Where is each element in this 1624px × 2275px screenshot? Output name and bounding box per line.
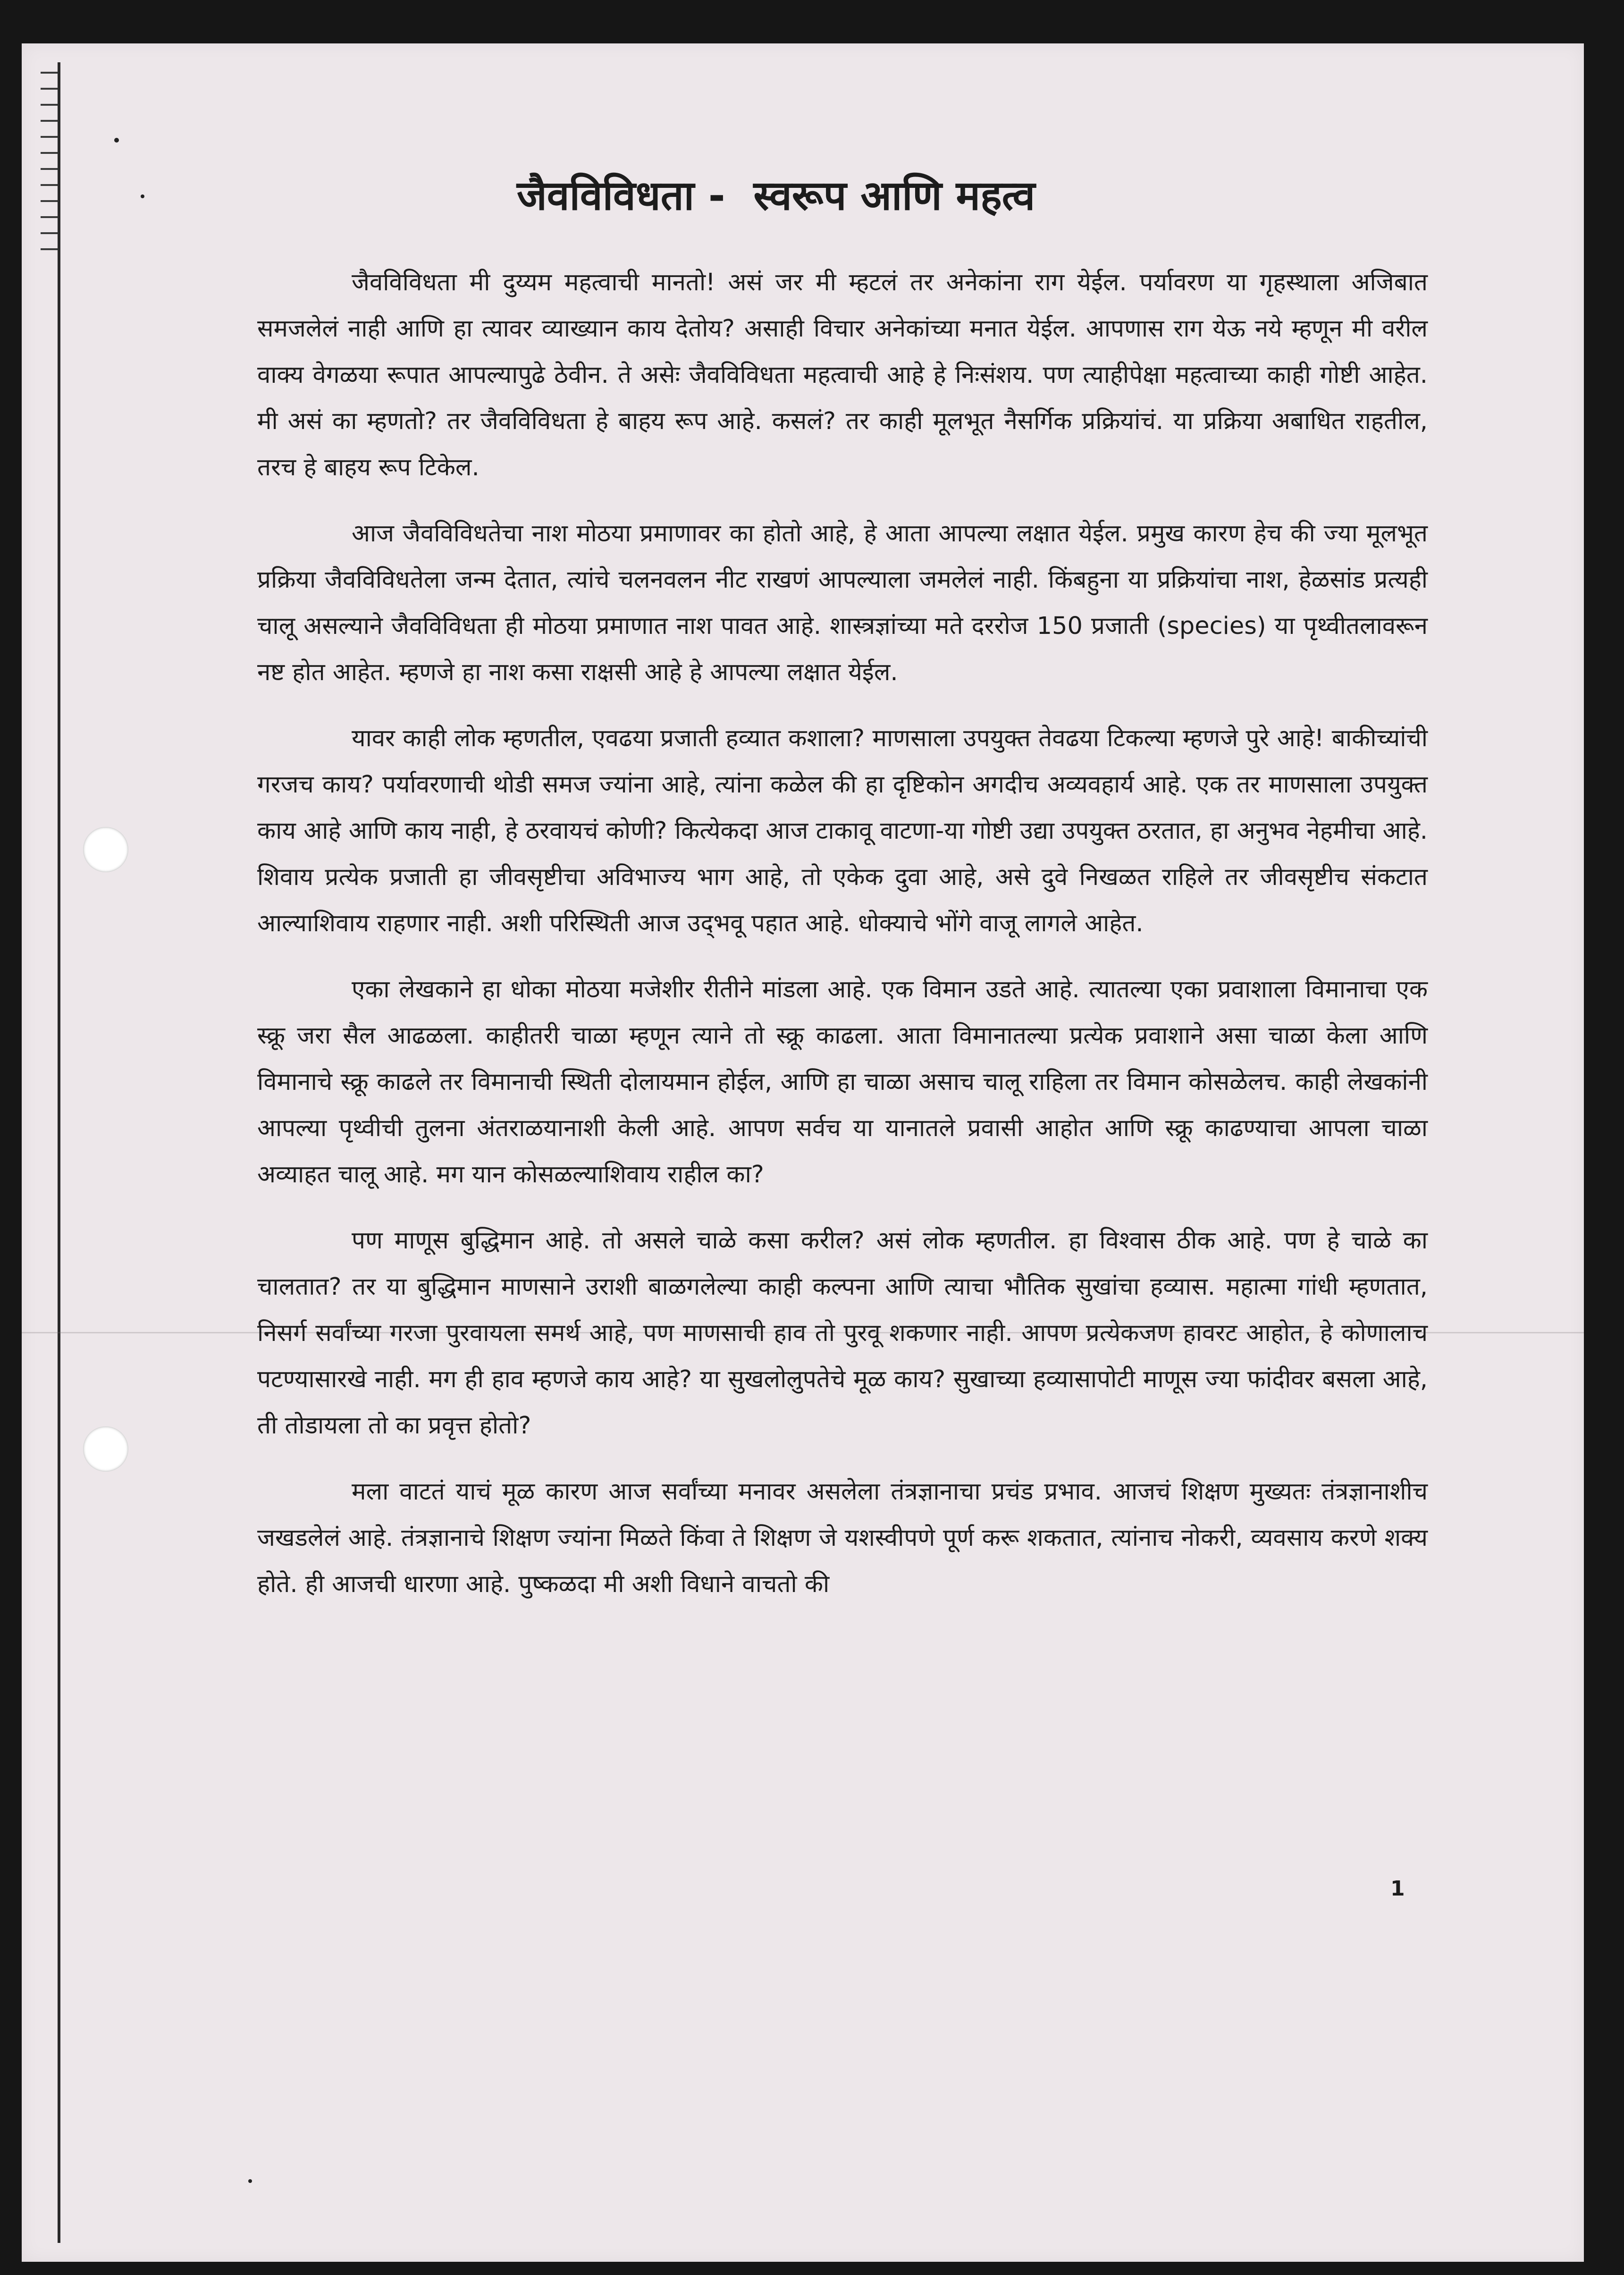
ink-speck	[141, 194, 144, 198]
page-number: 1	[1390, 1877, 1405, 1901]
ink-speck	[114, 138, 119, 143]
paragraph-2: आज जैवविविधतेचा नाश मोठया प्रमाणावर का होतो आहे, हे आता आपल्या लक्षात येईल. प्रमुख कारण हेच की ज्या मूलभूत प्रक्रिया जैवविविधतेला जन्म देतात, त्यांचे चलनवलन नीट राखणं आपल्याला जमलेलं नाही. किंबहुना या प्रक्रियांचा नाश, हेळसांड प्रत्यही चालू असल्याने जैवविविधता ही मोठया प्रमाणात नाश पावत आहे. शास्त्रज्ञांच्या मते दररोज 150 प्रजाती (species) या पृथ्वीतलावरून नष्ट होत आहेत. म्हणजे हा नाश कसा राक्षसी आहे हे आपल्या लक्षात येईल.	[257, 520, 1428, 686]
paragraph-4: एका लेखकाने हा धोका मोठया मजेशीर रीतीने मांडला आहे. एक विमान उडते आहे. त्यातल्या एका प्रवाशाला विमानाचा एक स्क्रू जरा सैल आढळला. काहीतरी चाळा म्हणून त्याने तो स्क्रू काढला. आता विमानातल्या प्रत्येक प्रवाशाने असा चाळा केला आणि विमानाचे स्क्रू काढले तर विमानाची स्थिती दोलायमान होईल, आणि हा चाळा असाच चालू राहिला तर विमान कोसळेलच. काही लेखकांनी आपल्या पृथ्वीची तुलना अंतराळयानाशी केली आहे. आपण सर्वच या यानातले प्रवासी आहोत आणि स्क्रू काढण्याचा आपला चाळा अव्याहत चालू आहे. मग यान कोसळल्याशिवाय राहील का?	[257, 976, 1428, 1188]
paragraph-5: पण माणूस बुद्धिमान आहे. तो असले चाळे कसा करील? असं लोक म्हणतील. हा विश्वास ठीक आहे. पण हे चाळे का चालतात? तर या बुद्धिमान माणसाने उराशी बाळगलेल्या काही कल्पना आणि त्याचा भौतिक सुखांचा हव्यास. महात्मा गांधी म्हणतात, निसर्ग सर्वांच्या गरजा पुरवायला समर्थ आहे, पण माणसाची हाव तो पुरवू शकणार नाही. आपण प्रत्येकजण हावरट आहोत, हे कोणालाच पटण्यासारखे नाही. मग ही हाव म्हणजे काय आहे? या सुखलोलुपतेचे मूळ काय? सुखाच्या हव्यासापोटी माणूस ज्या फांदीवर बसला आहे, ती तोडायला तो का प्रवृत्त होतो?	[257, 1227, 1428, 1440]
margin-rule	[58, 62, 60, 2243]
paragraph-6: मला वाटतं याचं मूळ कारण आज सर्वांच्या मनावर असलेला तंत्रज्ञानाचा प्रचंड प्रभाव. आजचं शिक्षण मुख्यतः तंत्रज्ञानाशीच जखडलेलं आहे. तंत्रज्ञानाचे शिक्षण ज्यांना मिळते किंवा ते शिक्षण जे यशस्वीपणे पूर्ण करू शकतात, त्यांनाच नोकरी, व्यवसाय करणे शक्य होते. ही आजची धारणा आहे. पुष्कळदा मी अशी विधाने वाचतो की	[257, 1478, 1428, 1598]
document-body	[257, 160, 1428, 1627]
punch-hole-bottom	[83, 1426, 128, 1472]
ink-speck	[248, 2179, 252, 2183]
paragraph-3: यावर काही लोक म्हणतील, एवढया प्रजाती हव्यात कशाला? माणसाला उपयुक्त तेवढया टिकल्या म्हणजे पुरे आहे! बाकीच्यांची गरजच काय? पर्यावरणाची थोडी समज ज्यांना आहे, त्यांना कळेल की हा दृष्टिकोन अगदीच अव्यवहार्य आहे. एक तर माणसाला उपयुक्त काय आहे आणि काय नाही, हे ठरवायचं कोणी? कित्येकदा आज टाकावू वाटणा-या गोष्टी उद्या उपयुक्त ठरतात, हा अनुभव नेहमीचा आहे. शिवाय प्रत्येक प्रजाती हा जीवसृष्टीचा अविभाज्य भाग आहे, तो एकेक दुवा आहे, असे दुवे निखळत राहिले तर जीवसृष्टीच संकटात आल्याशिवाय राहणार नाही. अशी परिस्थिती आज उद्‌भवू पहात आहे. धोक्याचे भोंगे वाजू लागले आहेत.	[257, 725, 1428, 937]
punch-hole-top	[83, 827, 128, 872]
paragraph-1: जैवविविधता मी दुय्यम महत्वाची मानतो! असं जर मी म्हटलं तर अनेकांना राग येईल. पर्यावरण या गृहस्थाला अजिबात समजलेलं नाही आणि हा त्यावर व्याख्यान काय देतोय? असाही विचार अनेकांच्या मनात येईल. आपणास राग येऊ नये म्हणून मी वरील वाक्य वेगळया रूपात आपल्यापुढे ठेवीन. ते असेः जैवविविधता महत्वाची आहे हे निःसंशय. पण त्याहीपेक्षा महत्वाच्या काही गोष्टी आहेत. मी असं का म्हणतो? तर जैवविविधता हे बाहय रूप आहे. कसलं? तर काही मूलभूत नैसर्गिक प्रक्रियांचं. या प्रक्रिया अबाधित राहतील, तरच हे बाहय रूप टिकेल.	[257, 269, 1428, 481]
document-title: जैवविविधता - स्वरूप आणि महत्व	[517, 172, 1035, 219]
binding-ticks	[41, 72, 58, 251]
